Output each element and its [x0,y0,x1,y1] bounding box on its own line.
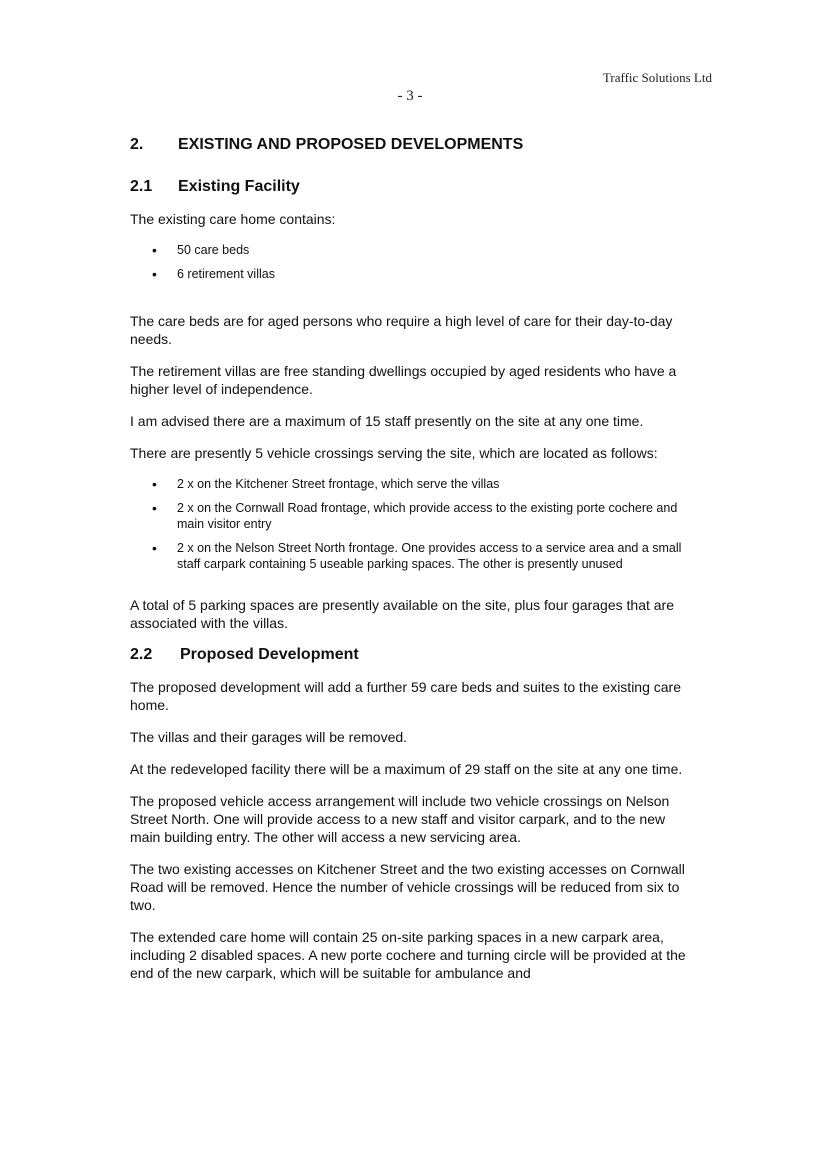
subsection-number: 2.1 [130,178,153,195]
list-item: • 2 x on the Cornwall Road frontage, which provide access to the existing porte cochere and main visitor entry [130,500,690,532]
care-home-contents-list [130,242,690,282]
page-number: - 3 - [397,88,423,104]
paragraph: At the redeveloped facility there will be a maximum of 29 staff on the site at any one time. [130,761,683,777]
paragraph: The two existing accesses on Kitchener Street and the two existing accesses on Cornwall Road will be removed. Hence the number of vehicle crossings will be reduced from six to two. [130,861,685,913]
subsection-number: 2.2 [130,646,153,663]
header-company-name: Traffic Solutions Ltd [602,70,712,85]
list-item: • 6 retirement villas [130,266,690,282]
vehicle-crossings-list [130,476,690,572]
document-body [130,136,690,996]
paragraph: The proposed vehicle access arrangement will include two vehicle crossings on Nelson Street North. One will provide access to a new staff and visitor carpark, and to the new main building entry. The other will access a new servicing area. [130,793,670,845]
paragraph: The proposed development will add a further 59 care beds and suites to the existing care home. [130,679,681,713]
section-title: EXISTING AND PROPOSED DEVELOPMENTS [178,136,524,153]
subsection-heading-existing [130,178,690,196]
paragraph: The villas and their garages will be removed. [130,729,408,745]
subsection-title: Existing Facility [178,178,300,195]
list-item: • 50 care beds [130,242,690,258]
list-item: • 2 x on the Nelson Street North frontage. One provides access to a service area and a small staff carpark containing 5 useable parking spaces. The other is presently unused [130,540,690,572]
list-item: • 2 x on the Kitchener Street frontage, which serve the villas [130,476,690,492]
subsection-heading-proposed [130,646,690,664]
section-number: 2. [130,136,144,153]
paragraph: A total of 5 parking spaces are presently available on the site, plus four garages that are associated with the villas. [130,597,674,631]
paragraph: There are presently 5 vehicle crossings serving the site, which are located as follows: [130,445,658,461]
paragraph: The care beds are for aged persons who require a high level of care for their day-to-day needs. [130,313,673,347]
paragraph: The existing care home contains: [130,211,336,227]
paragraph: The extended care home will contain 25 on-site parking spaces in a new carpark area, including 2 disabled spaces. A new porte cochere and turning circle will be provided at the end of the new carpark, which will be suitable for ambulance and [130,929,686,981]
subsection-title: Proposed Development [180,646,359,663]
paragraph: I am advised there are a maximum of 15 staff presently on the site at any one time. [130,413,644,429]
section-heading [130,136,690,154]
paragraph: The retirement villas are free standing dwellings occupied by aged residents who have a higher level of independence. [130,363,677,397]
